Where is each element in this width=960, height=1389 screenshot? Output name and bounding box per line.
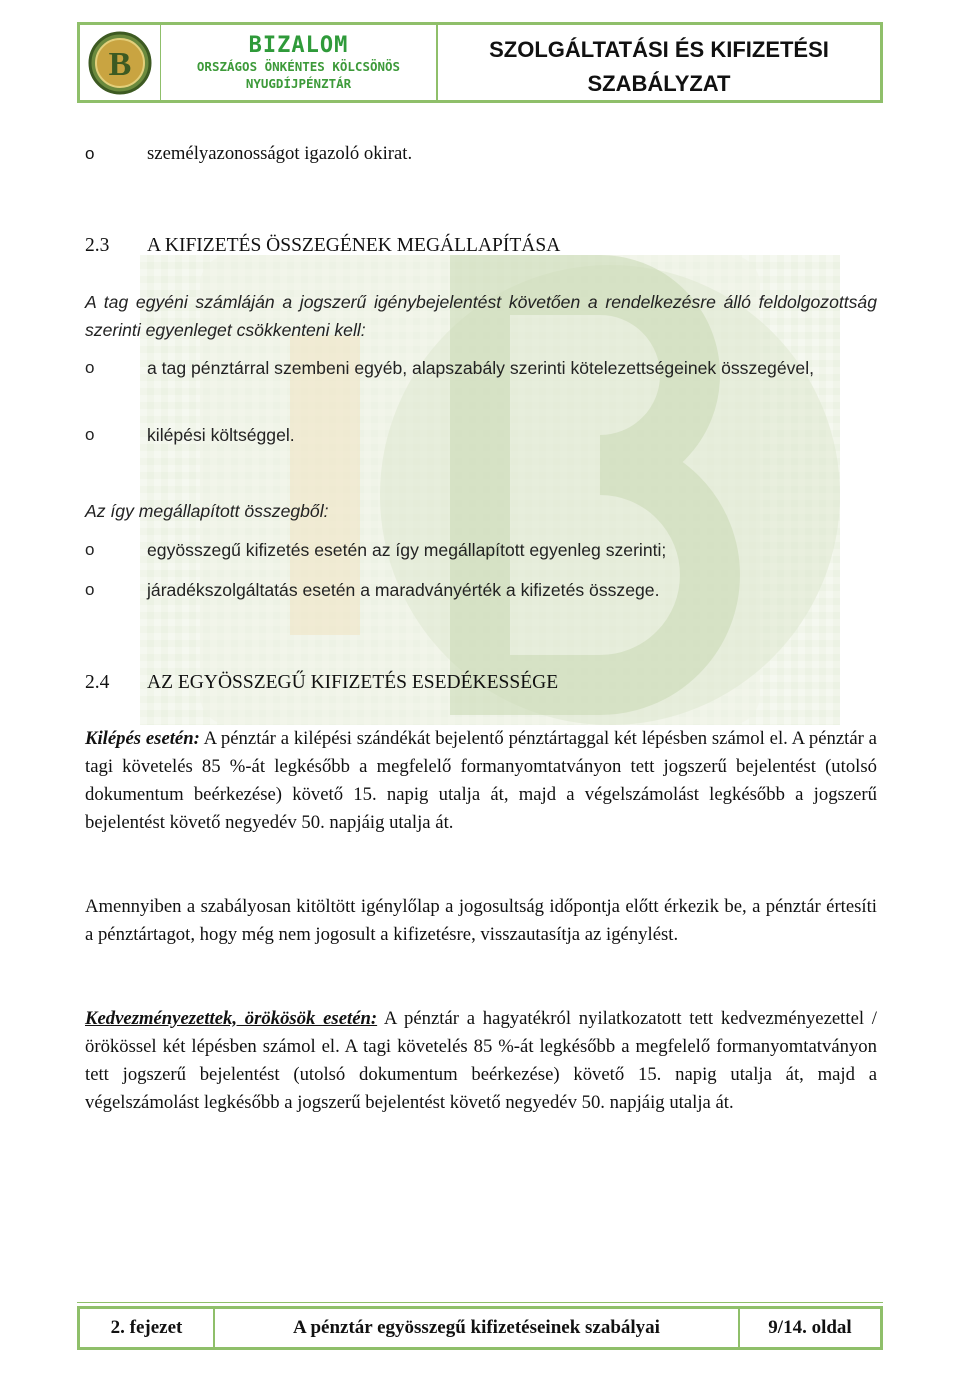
section-number: 2.4 <box>85 672 110 693</box>
paragraph-kilepes <box>85 725 877 837</box>
org-line-1: ORSZÁGOS ÖNKÉNTES KÖLCSÖNÖS <box>196 59 401 74</box>
org-line-2: NYUGDÍJPÉNZTÁR <box>245 76 352 91</box>
list-item <box>85 354 877 382</box>
org-cell <box>161 25 438 100</box>
section-title: AZ EGYÖSSZEGŰ KIFIZETÉS ESEDÉKESSÉGE <box>147 672 559 693</box>
list-item-text: járadékszolgáltatás esetén a maradványérték a kifizetés összege. <box>147 580 660 600</box>
sub-intro: Az így megállapított összegből: <box>85 501 329 521</box>
section-intro: A tag egyéni számláján a jogszerű igénybejelentést követően a rendelkezésre álló feldolgozottság szerinti egyenleget csökkenteni kell: <box>85 292 877 340</box>
footer-title: A pénztár egyösszegű kifizetéseinek szabályai <box>215 1309 740 1347</box>
bizalom-logo <box>87 30 153 96</box>
paragraph-lead: Kilépés esetén: <box>85 728 200 749</box>
paragraph-text: A pénztár a kilépési szándékát bejelentő pénztártaggal két lépésben számol el. A pénztár a tagi követelés 85 %-át legkésőbb a megfelelő formanyomtatványon tett jogszerű bejelentést (utolsó dokumentum beérkezése) követő 15. napig utalja át, majd a végelszámolást legkésőbb a jogszerű bejelentést követő negyedév 50. napjáig utalja át. <box>85 728 877 833</box>
doc-title-line-2: SZABÁLYZAT <box>587 71 731 96</box>
footer-rule <box>77 1302 883 1303</box>
bullet-marker: o <box>85 540 95 559</box>
footer-chapter: 2. fejezet <box>80 1309 215 1347</box>
list-item-text: kilépési költséggel. <box>147 425 295 445</box>
section-title: A KIFIZETÉS ÖSSZEGÉNEK MEGÁLLAPÍTÁSA <box>147 235 561 256</box>
logo-cell <box>80 25 161 100</box>
list-item <box>85 576 877 604</box>
list-item-text: a tag pénztárral szembeni egyéb, alapszabály szerinti kötelezettségeinek összegével, <box>147 358 814 378</box>
bullet-marker: o <box>85 580 95 599</box>
paragraph-text: A pénztár a hagyatékról nyilatkozatott tett kedvezményezettel / örökössel két lépésben számol el. A tagi követelés 85 %-át legkésőbb a megfelelő formanyomtatványon tett jogszerű bejelentést (utolsó dokumentum beérkezése) követő 15. napig utalja át, majd a végelszámolást legkésőbb a jogszerű bejelentést követő negyedév 50. napjáig utalja át. <box>85 1008 877 1113</box>
footer-page-number: 9/14. oldal <box>768 1317 852 1338</box>
list-item <box>85 421 877 449</box>
bullet-marker: o <box>85 358 95 377</box>
svg-text:B: B <box>108 45 132 83</box>
paragraph-kedvezmenyezettek <box>85 1005 877 1117</box>
list-item-text: egyösszegű kifizetés esetén az így megállapított egyenleg szerinti; <box>147 540 667 560</box>
org-name: BIZALOM <box>248 33 349 58</box>
section-number: 2.3 <box>85 235 110 256</box>
bullet-marker: o <box>85 425 95 444</box>
list-item-text: személyazonosságot igazoló okirat. <box>147 143 413 164</box>
doc-title <box>438 33 880 101</box>
list-item <box>85 536 877 564</box>
page-header <box>77 22 883 103</box>
bullet-marker: o <box>85 144 95 163</box>
paragraph-amennyiben: Amennyiben a szabályosan kitöltött igénylőlap a jogosultság időpontja előtt érkezik be, a pénztár értesíti a pénztártagot, hogy még nem jogosult a kifizetésre, visszautasítja az igénylést. <box>85 896 877 945</box>
doc-title-cell <box>438 25 880 100</box>
paragraph-lead: Kedvezményezettek, örökösök esetén: <box>85 1008 378 1029</box>
list-item <box>85 140 877 168</box>
page-footer <box>77 1306 883 1350</box>
doc-title-line-1: SZOLGÁLTATÁSI ÉS KIFIZETÉSI <box>489 37 829 62</box>
